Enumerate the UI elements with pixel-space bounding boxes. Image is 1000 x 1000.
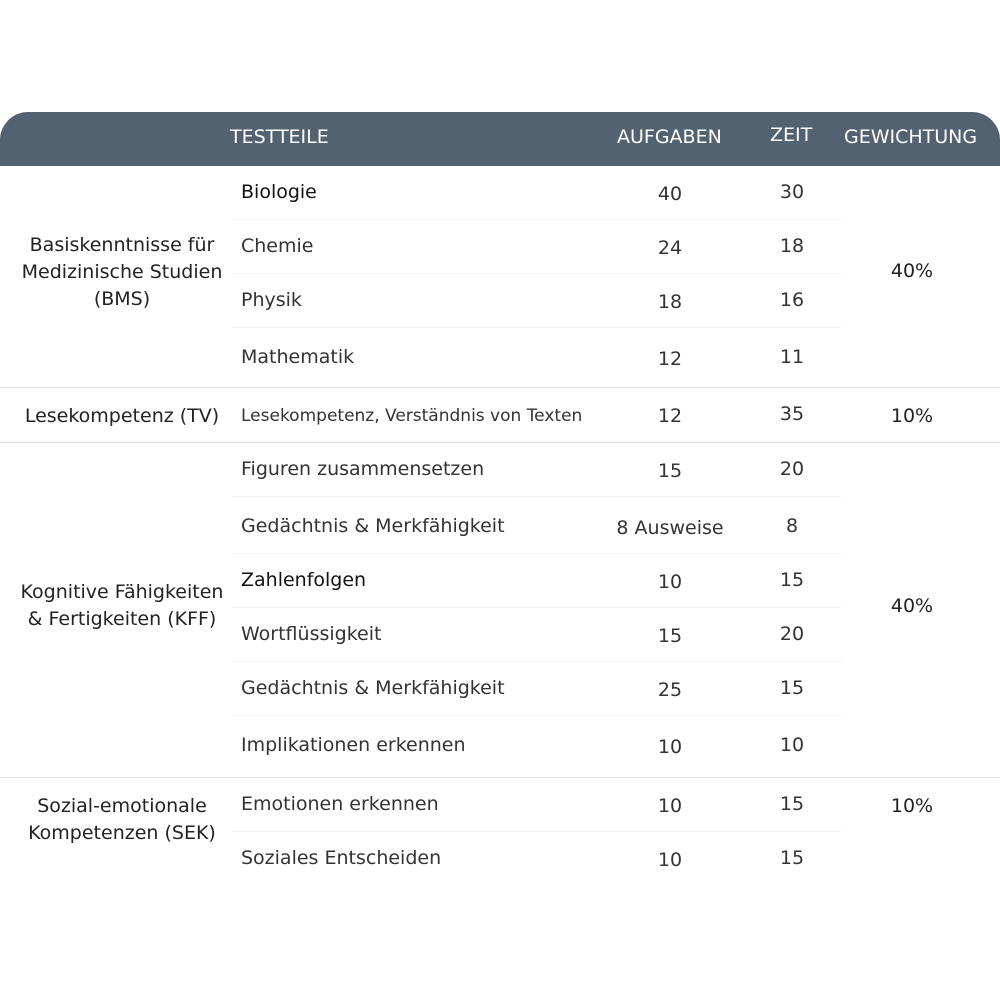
row-time: 20 bbox=[779, 458, 805, 480]
row-tasks: 40 bbox=[657, 183, 683, 205]
row-name: Chemie bbox=[241, 235, 314, 257]
row-time: 15 bbox=[779, 677, 805, 699]
table-row bbox=[232, 662, 1000, 716]
test-overview-table bbox=[0, 112, 1000, 890]
group-label: Lesekompetenz (TV) bbox=[24, 405, 220, 427]
row-time: 18 bbox=[779, 235, 805, 257]
table-row bbox=[232, 832, 1000, 886]
row-name: Mathematik bbox=[241, 346, 355, 368]
table-row bbox=[232, 719, 1000, 773]
row-tasks: 12 bbox=[657, 348, 683, 370]
row-tasks: 10 bbox=[657, 849, 683, 871]
row-tasks: 24 bbox=[657, 237, 683, 259]
group-weight: 40% bbox=[890, 260, 934, 282]
row-name: Emotionen erkennen bbox=[241, 793, 439, 815]
table-row bbox=[232, 388, 1000, 442]
table-row bbox=[232, 274, 1000, 328]
row-divider bbox=[232, 496, 842, 497]
row-time: 11 bbox=[779, 346, 805, 368]
table-row bbox=[232, 166, 1000, 220]
table-row bbox=[232, 331, 1000, 385]
table-row bbox=[232, 220, 1000, 274]
row-name: Zahlenfolgen bbox=[241, 569, 367, 591]
row-name: Biologie bbox=[241, 181, 317, 203]
row-name: Physik bbox=[241, 289, 302, 311]
row-time: 15 bbox=[779, 847, 805, 869]
header-aufgaben: AUFGABEN bbox=[617, 126, 722, 148]
row-time: 16 bbox=[779, 289, 805, 311]
row-time: 15 bbox=[779, 793, 805, 815]
table-row bbox=[232, 443, 1000, 497]
row-tasks: 10 bbox=[657, 795, 683, 817]
row-name: Wortflüssigkeit bbox=[241, 623, 382, 645]
group-weight: 40% bbox=[890, 595, 934, 617]
header-testteile: TESTTEILE bbox=[230, 126, 329, 148]
table-row bbox=[232, 608, 1000, 662]
row-tasks: 8 Ausweise bbox=[616, 517, 724, 539]
group-label: Basiskenntnisse für Medizinische Studien (BMS) bbox=[21, 234, 223, 310]
row-tasks: 10 bbox=[657, 571, 683, 593]
group-weight: 10% bbox=[890, 795, 934, 817]
row-tasks: 18 bbox=[657, 291, 683, 313]
row-time: 35 bbox=[779, 403, 805, 425]
row-time: 8 bbox=[785, 515, 799, 537]
row-tasks: 10 bbox=[657, 736, 683, 758]
group-tv bbox=[0, 388, 1000, 443]
row-divider bbox=[232, 715, 842, 716]
group-weight: 10% bbox=[890, 405, 934, 427]
group-sek bbox=[0, 778, 1000, 890]
group-label: Kognitive Fähigkeiten & Fertigkeiten (KFF) bbox=[20, 581, 224, 630]
table-row bbox=[232, 778, 1000, 832]
header-zeit: ZEIT bbox=[770, 124, 813, 146]
row-tasks: 15 bbox=[657, 625, 683, 647]
row-tasks: 25 bbox=[657, 679, 683, 701]
table-header bbox=[0, 112, 1000, 166]
row-divider bbox=[232, 327, 842, 328]
row-time: 30 bbox=[779, 181, 805, 203]
group-bms bbox=[0, 166, 1000, 388]
row-time: 10 bbox=[779, 734, 805, 756]
row-time: 15 bbox=[779, 569, 805, 591]
row-name: Lesekompetenz, Verständnis von Texten bbox=[241, 406, 583, 426]
table-row bbox=[232, 500, 1000, 554]
row-name: Gedächtnis & Merkfähigkeit bbox=[241, 677, 505, 699]
row-tasks: 12 bbox=[657, 405, 683, 427]
row-tasks: 15 bbox=[657, 460, 683, 482]
group-label: Sozial-emotionale Kompetenzen (SEK) bbox=[28, 795, 216, 844]
group-kff bbox=[0, 443, 1000, 778]
header-gewichtung: GEWICHTUNG bbox=[844, 126, 978, 148]
row-name: Soziales Entscheiden bbox=[241, 847, 442, 869]
row-name: Figuren zusammensetzen bbox=[241, 458, 485, 480]
table-row bbox=[232, 554, 1000, 608]
row-name: Implikationen erkennen bbox=[241, 734, 466, 756]
row-time: 20 bbox=[779, 623, 805, 645]
row-name: Gedächtnis & Merkfähigkeit bbox=[241, 515, 505, 537]
